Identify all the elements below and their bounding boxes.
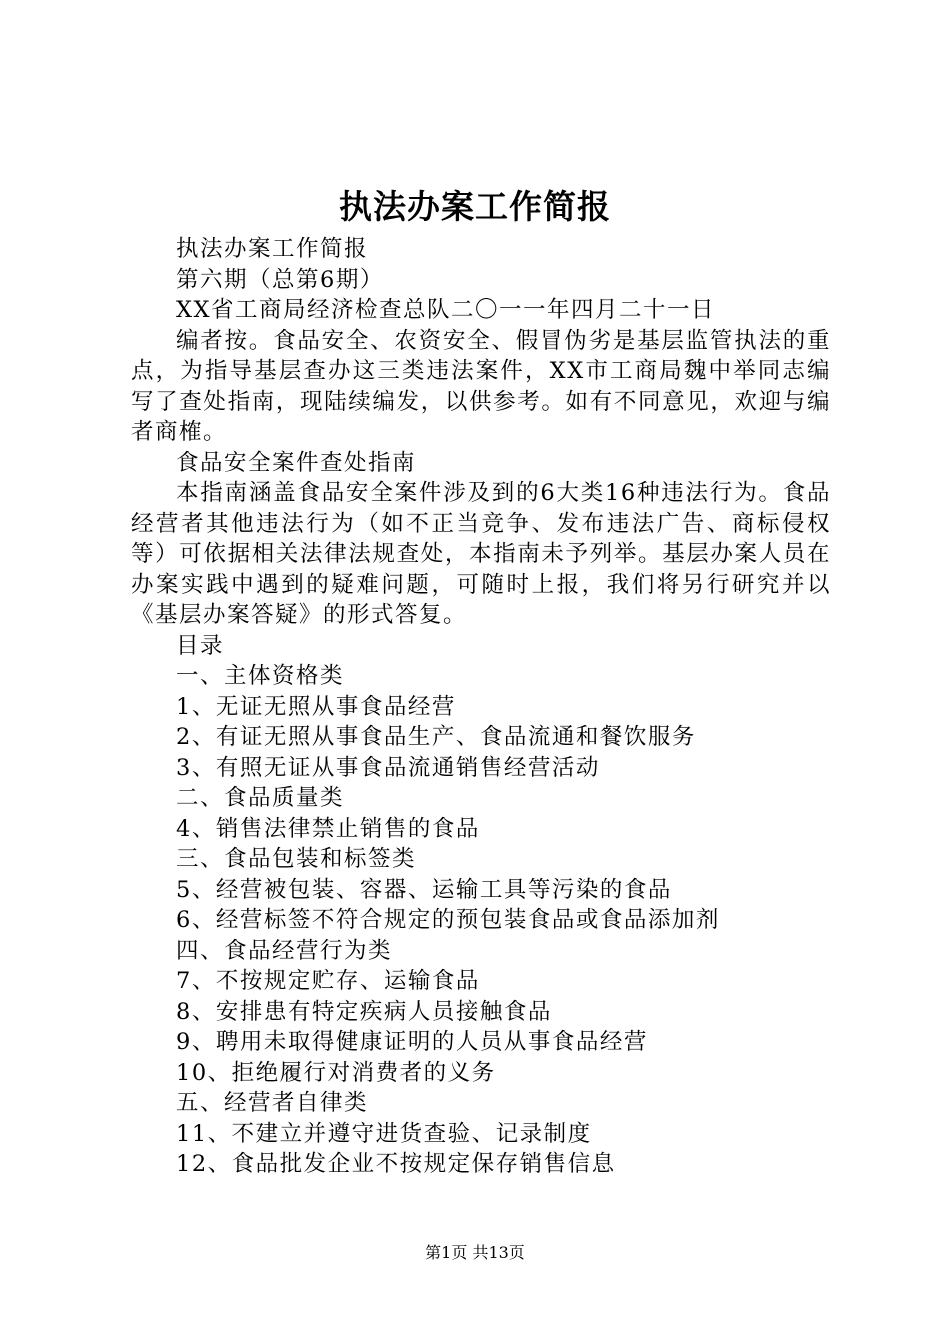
paragraph-issue-number: 第六期（总第6期） (176, 266, 384, 293)
toc-section: 三、食品包装和标签类 (176, 846, 417, 872)
paragraph-editor-note: 编者按。食品安全、农资安全、假冒伪劣是基层监管执法的重点，为指导基层查办这三类违法案件，XX市工商局魏中举同志编写了查处指南，现陆续编发，以供参考。如有不同意见，欢迎与编者商榷。 (131, 327, 831, 445)
toc-section: 二、食品质量类 (176, 785, 345, 811)
toc-section: 四、食品经营行为类 (176, 937, 393, 964)
paragraph-heading: 执法办案工作简报 (176, 236, 369, 262)
toc-item: 1、无证无照从事食品经营 (176, 693, 456, 720)
toc-item: 6、经营标签不符合规定的预包装食品或食品添加剂 (176, 907, 720, 933)
toc-item: 8、安排患有特定疾病人员接触食品 (176, 998, 552, 1025)
paragraph-guide-title: 食品安全案件查处指南 (176, 449, 417, 476)
toc-item: 4、销售法律禁止销售的食品 (176, 815, 480, 842)
toc-item: 5、经营被包装、容器、运输工具等污染的食品 (176, 876, 672, 903)
toc-item: 11、不建立并遵守进货查验、记录制度 (176, 1120, 592, 1147)
paragraph-issuer-date: XX省工商局经济检查总队二〇一一年四月二十一日 (176, 297, 716, 323)
toc-item: 7、不按规定贮存、运输食品 (176, 968, 480, 994)
paragraph-guide-intro: 本指南涵盖食品安全案件涉及到的6大类16种违法行为。食品经营者其他违法行为（如不正当竞争、发布违法广告、商标侵权等）可依据相关法律法规查处，本指南未予列举。基层办案人员在办案实践中遇到的疑难问题，可随时上报，我们将另行研究并以《基层办案答疑》的形式答复。 (131, 480, 831, 628)
toc-section: 五、经营者自律类 (176, 1090, 369, 1116)
toc-item: 3、有照无证从事食品流通销售经营活动 (176, 754, 600, 781)
toc-item: 12、食品批发企业不按规定保存销售信息 (176, 1151, 616, 1177)
page-footer: 第1页 共13页 (425, 1243, 525, 1262)
toc-item: 9、聘用未取得健康证明的人员从事食品经营 (176, 1029, 648, 1055)
document-body (131, 234, 831, 1180)
toc-section: 一、主体资格类 (176, 663, 345, 689)
document-title: 执法办案工作简报 (339, 187, 611, 226)
toc-heading: 目录 (176, 632, 225, 659)
toc-item: 10、拒绝履行对消费者的义务 (176, 1059, 496, 1086)
toc-item: 2、有证无照从事食品生产、食品流通和餐饮服务 (176, 724, 696, 750)
